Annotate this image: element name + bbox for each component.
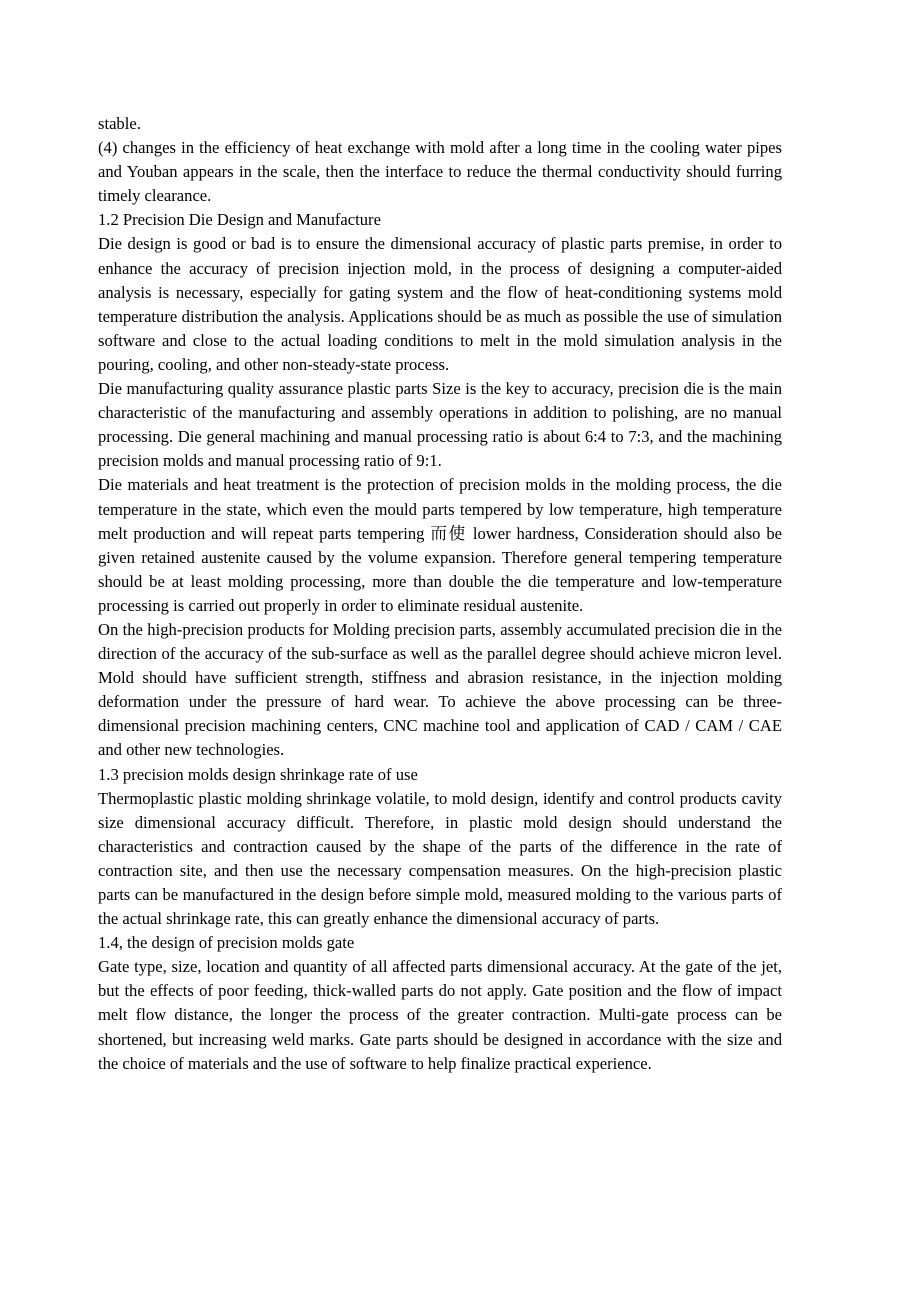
document-page [98, 112, 782, 1076]
paragraph-die-manufacturing: Die manufacturing quality assurance plastic parts Size is the key to accuracy, precision die is the main characteristic of the manufacturing and assembly operations in addition to polishing, are no manual processing. Die general machining and manual processing ratio is about 6:4 to 7:3, and the machining precision molds and manual processing ratio of 9:1. [98, 379, 782, 471]
paragraph-shrinkage: Thermoplastic plastic molding shrinkage volatile, to mold design, identify and control products cavity size dimensional accuracy difficult. Therefore, in plastic mold design should understand the characteristics and contraction caused by the shape of the parts of the difference in the rate of contraction site, and then use the necessary compensation measures. On the high-precision plastic parts can be manufactured in the design before simple mold, measured molding to the various parts of the actual shrinkage rate, this can greatly enhance the dimensional accuracy of parts. [98, 788, 782, 929]
section-heading-1-2: 1.2 Precision Die Design and Manufacture [98, 210, 381, 230]
paragraph-cooling-pipes: (4) changes in the efficiency of heat exchange with mold after a long time in the cooling water pipes and Youban appears in the scale, then the interface to reduce the thermal conductivity should furring timely clearance. [98, 138, 782, 206]
paragraph-gate: Gate type, size, location and quantity of all affected parts dimensional accuracy. At the gate of the jet, but the effects of poor feeding, thick-walled parts do not apply. Gate position and the flow of impact melt flow distance, the longer the process of the greater contraction. Multi-gate process can be shortened, but increasing weld marks. Gate parts should be designed in accordance with the size and the choice of materials and the use of software to help finalize practical experience. [98, 957, 782, 1073]
section-heading-1-3: 1.3 precision molds design shrinkage rate of use [98, 764, 418, 784]
paragraph-high-precision-products: On the high-precision products for Molding precision parts, assembly accumulated precision die in the direction of the accuracy of the sub-surface as well as the parallel degree should achieve micron level. Mold should have sufficient strength, stiffness and abrasion resistance, in the injection molding deformation under the pressure of hard wear. To achieve the above processing can be three-dimensional precision machining centers, CNC machine tool and application of CAD / CAM / CAE and other new technologies. [98, 619, 782, 760]
paragraph-stable: stable. [98, 114, 141, 133]
paragraph-die-design: Die design is good or bad is to ensure the dimensional accuracy of plastic parts premise, in order to enhance the accuracy of precision injection mold, in the process of designing a computer-aided analysis is necessary, especially for gating system and the flow of heat-conditioning systems mold temperature distribution the analysis. Applications should be as much as possible the use of simulation software and close to the actual loading conditions to melt in the mold simulation analysis in the pouring, cooling, and other non-steady-state process. [98, 234, 782, 374]
paragraph-heat-treatment: Die materials and heat treatment is the protection of precision molds in the molding process, the die temperature in the state, which even the mould parts tempered by low temperature, high temperature melt production and will repeat parts tempering 而使 lower hardness, Consideration should also be given retained austenite caused by the volume expansion. Therefore general tempering temperature should be at least molding processing, more than double the die temperature and low-temperature processing is carried out properly in order to eliminate residual austenite. [98, 475, 782, 615]
section-heading-1-4: 1.4, the design of precision molds gate [98, 933, 355, 953]
